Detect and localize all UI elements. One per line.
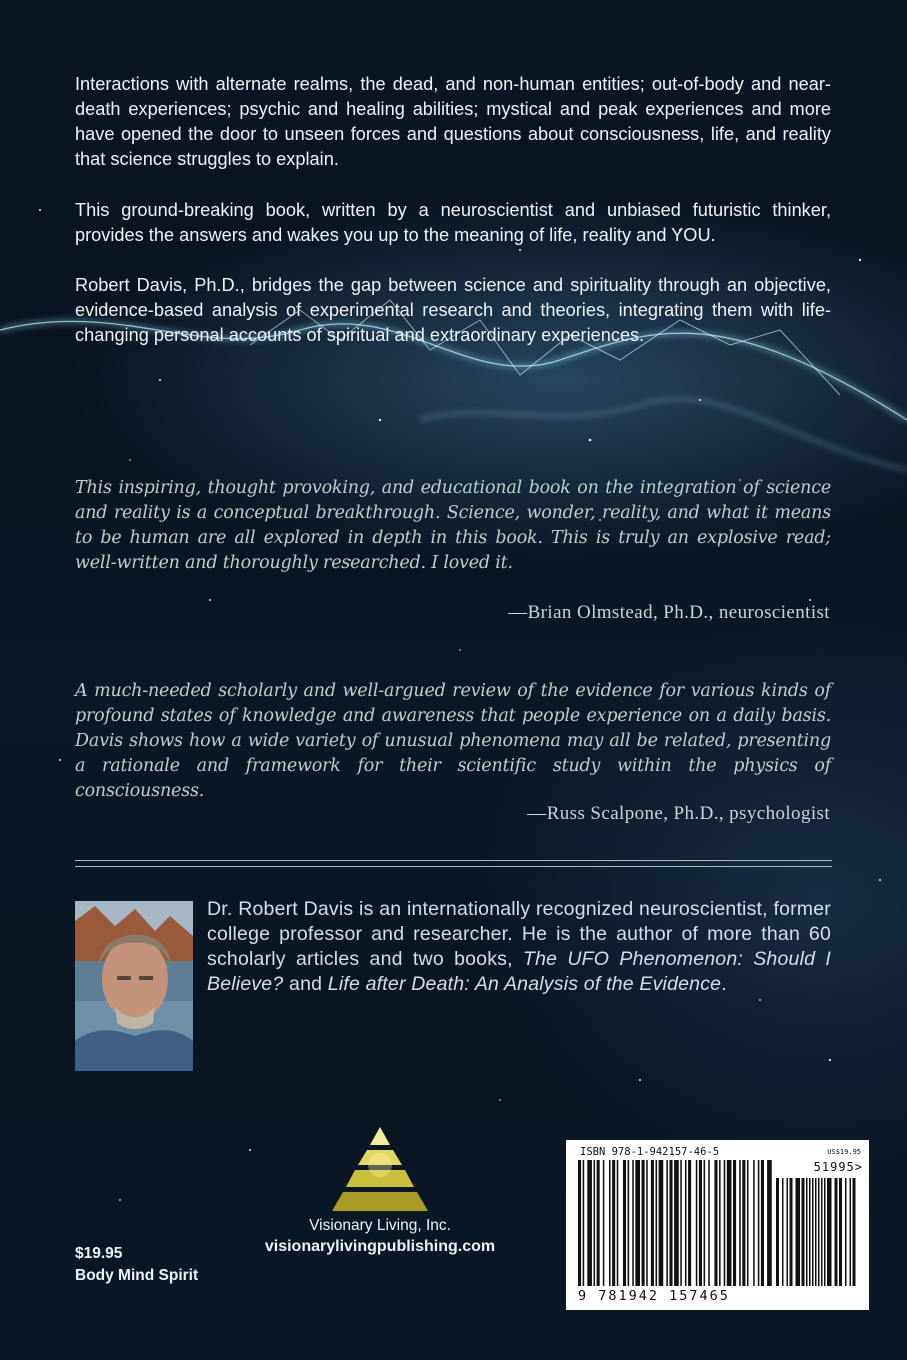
barcode-bar <box>669 1160 672 1286</box>
description-paragraph-3: Robert Davis, Ph.D., bridges the gap between science and spirituality through an objective, evidence-based analysis of experimental research and theories, integrating them with life-changing personal accounts of spiritual and extraordinary experiences. <box>75 275 831 345</box>
publisher-name: Visionary Living, Inc. <box>309 1217 451 1234</box>
author-bio-conjunction: and <box>283 973 328 995</box>
barcode-bar <box>659 1160 664 1286</box>
barcode-bar <box>714 1160 717 1286</box>
barcode-bar <box>656 1160 658 1286</box>
barcode-bar <box>609 1160 611 1286</box>
price-supplement-code: 51995> <box>813 1160 863 1174</box>
divider-line-bottom <box>75 866 832 867</box>
barcode-bar <box>724 1160 726 1286</box>
barcode-bar <box>742 1160 745 1286</box>
barcode-bar <box>612 1160 615 1286</box>
supplement-bar <box>845 1178 847 1286</box>
author-bio-intro: Dr. Robert Davis is an internationally recognized neuroscientist, former college professor and researcher. He is the author of more than 60 scholarly articles and two books, <box>207 898 831 970</box>
testimonial-2-attribution: —Russ Scalpone, Ph.D., psychologist <box>527 803 830 824</box>
barcode-bar <box>767 1160 772 1286</box>
us-price-label: US$19.95 <box>827 1148 861 1156</box>
barcode-bar <box>727 1160 732 1286</box>
supplement-bar <box>812 1178 814 1286</box>
barcode-bar <box>628 1160 630 1286</box>
barcode-bar <box>651 1160 654 1286</box>
author-bio <box>207 897 831 997</box>
supplement-bar <box>809 1178 811 1286</box>
barcode-bar <box>583 1160 585 1286</box>
supplement-bar <box>787 1178 789 1286</box>
barcode-bar <box>696 1160 698 1286</box>
supplement-bar <box>818 1178 820 1286</box>
category-label: Body Mind Spirit <box>75 1267 199 1284</box>
barcode-bar <box>685 1160 687 1286</box>
barcode-bar <box>719 1160 721 1286</box>
supplement-bar <box>839 1178 842 1286</box>
ean-digits: 9 781942 157465 <box>578 1288 730 1304</box>
divider-line-top <box>75 860 832 861</box>
publisher-pyramid-logo <box>320 1125 440 1217</box>
barcode-bar <box>708 1160 710 1286</box>
barcode-bar <box>642 1160 645 1286</box>
barcode-bar <box>646 1160 648 1286</box>
supplement-bar <box>821 1178 823 1286</box>
description-paragraph-1: Interactions with alternate realms, the dead, and non-human entities; out-of-body and near-death experiences; psychic and healing abilities; mystical and peak experiences and more have opened the door to unseen forces and questions about consciousness, life, and reality that science struggles to explain. <box>75 74 831 169</box>
supplement-bar <box>824 1178 826 1286</box>
description-paragraph-2: This ground-breaking book, written by a neuroscientist and unbiased futuristic thinker, provides the answers and wakes you up to the meaning of life, reality and YOU. <box>75 200 831 245</box>
author-book-1-title: The UFO Phenomenon: Should I Believe? <box>207 948 831 995</box>
barcode-bar <box>594 1160 596 1286</box>
barcode-bar <box>603 1160 605 1286</box>
author-bio-end: . <box>721 973 727 995</box>
isbn-barcode <box>578 1160 858 1288</box>
supplement-bar <box>796 1178 801 1286</box>
price-label: $19.95 <box>75 1245 123 1262</box>
supplement-bar <box>850 1178 852 1286</box>
author-book-2-title: Life after Death: An Analysis of the Evidence <box>327 973 722 995</box>
barcode-panel <box>566 1140 869 1310</box>
barcode-bar <box>623 1160 626 1286</box>
barcode-bar <box>758 1160 760 1286</box>
barcode-bar <box>753 1160 755 1286</box>
barcode-bar <box>747 1160 749 1286</box>
barcode-bar <box>597 1160 600 1286</box>
supplement-bar <box>806 1178 808 1286</box>
testimonial-1-text: This inspiring, thought provoking, and educational book on the integration of science and reality is a conceptual breakthrough. Science, wonder, reality, and what it means to be human are all explored in depth in this book. This is truly an explosive read; well-written and thoroughly researched. I loved it. <box>75 478 831 573</box>
supplement-bar <box>815 1178 817 1286</box>
barcode-bar <box>699 1160 702 1286</box>
barcode-bar <box>680 1160 682 1286</box>
barcode-bar <box>704 1160 706 1286</box>
barcode-bar <box>578 1160 581 1286</box>
barcode-bar <box>635 1160 640 1286</box>
barcode-bar <box>688 1160 691 1286</box>
isbn-label: ISBN 978-1-942157-46-5 <box>580 1146 720 1158</box>
publisher-url: visionarylivingpublishing.com <box>264 1238 496 1255</box>
barcode-bar <box>761 1160 764 1286</box>
supplement-bar <box>827 1178 832 1286</box>
barcode-bar <box>617 1160 619 1286</box>
supplement-bar <box>782 1178 784 1286</box>
supplement-bar <box>790 1178 793 1286</box>
barcode-bar <box>733 1160 736 1286</box>
testimonial-2-text: A much-needed scholarly and well-argued review of the evidence for various kinds of profound states of knowledge and awareness that people experience on a daily basis. Davis shows how a wide variety of unusual phenomena may all be related, presenting a rationale and framework for their scientific study within the physics of consciousness. <box>75 681 831 801</box>
barcode-bar <box>666 1160 668 1286</box>
barcode-bar <box>632 1160 634 1286</box>
supplement-bar <box>776 1178 779 1286</box>
supplement-bar <box>835 1178 838 1286</box>
supplement-bar <box>853 1178 856 1286</box>
author-photo <box>75 901 193 1071</box>
barcode-bar <box>587 1160 592 1286</box>
barcode-bar <box>739 1160 741 1286</box>
supplement-bar <box>802 1178 805 1286</box>
barcode-bar <box>674 1160 679 1286</box>
testimonial-1-attribution: —Brian Olmstead, Ph.D., neuroscientist <box>508 602 830 623</box>
